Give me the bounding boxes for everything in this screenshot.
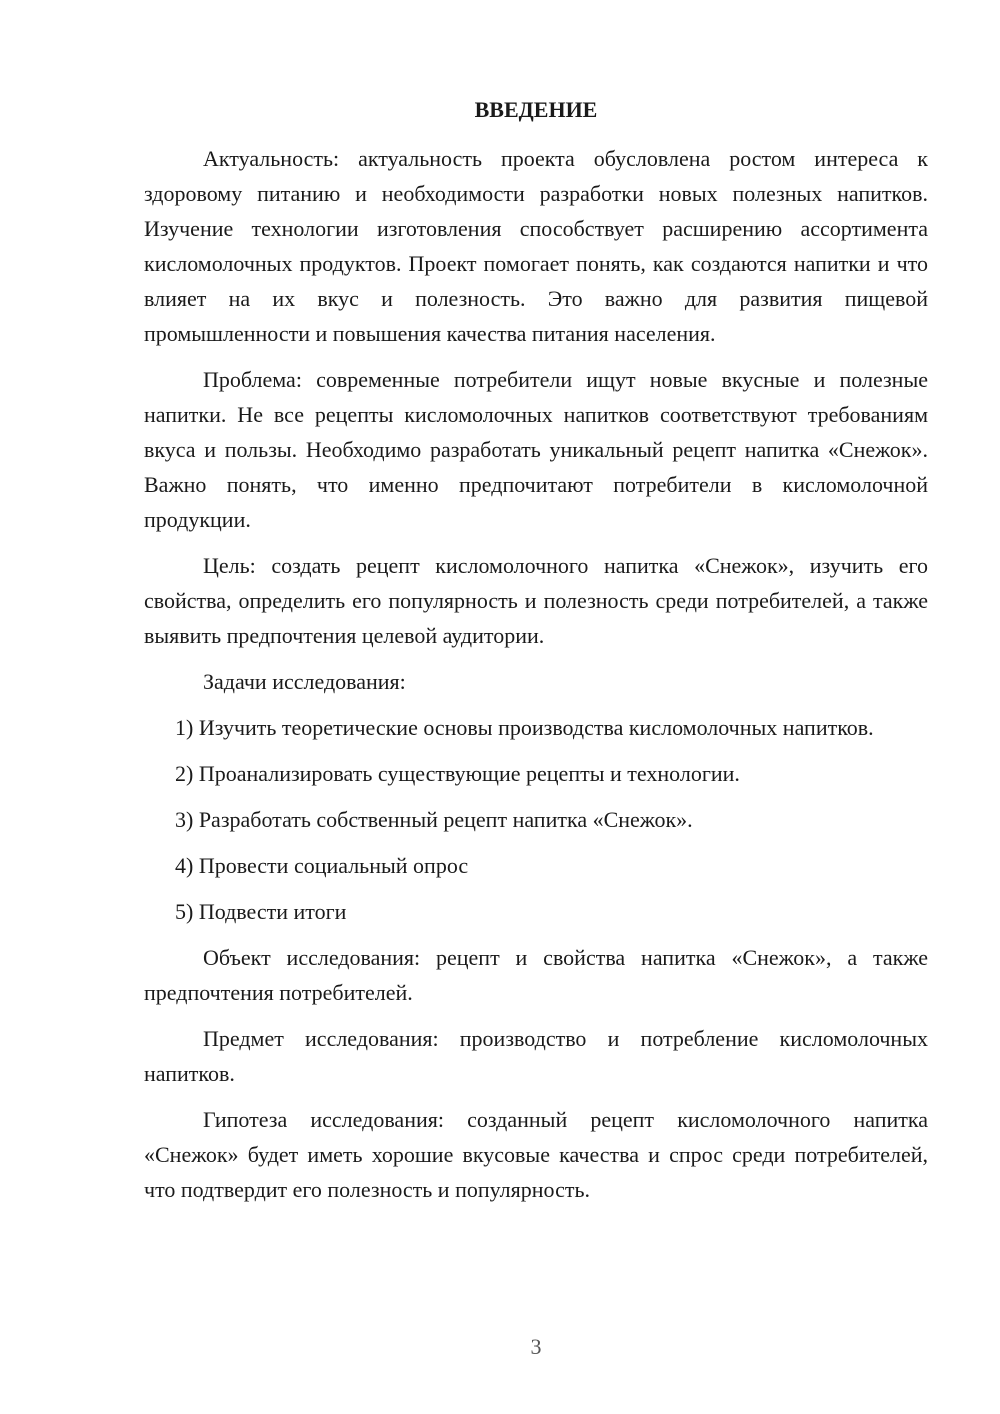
page-number: 3 [530,1334,542,1359]
problem-paragraph: Проблема: современные потребители ищут новые вкусные и полезные напитки. Не все рецепты кисломолочных напитков соответствуют требованиям вкуса и пользы. Необходимо разработать уникальный рецепт напитка «Снежок». Важно понять, что именно предпочитают потребители в кисломолочной продукции. [144,367,928,532]
tasks-title: Задачи исследования: [203,669,406,694]
task-item: 2) Проанализировать существующие рецепты и технологии. [175,761,740,786]
task-item: 4) Провести социальный опрос [175,853,469,878]
object-paragraph: Объект исследования: рецепт и свойства напитка «Снежок», а также предпочтения потребителей. [144,945,928,1005]
document-page [144,92,928,1218]
subject-paragraph: Предмет исследования: производство и потребление кисломолочных напитков. [144,1026,928,1086]
task-item: 5) Подвести итоги [175,899,347,924]
section-heading: ВВЕДЕНИЕ [474,97,598,122]
hypothesis-paragraph: Гипотеза исследования: созданный рецепт кисломолочного напитка «Снежок» будет иметь хорошие вкусовые качества и спрос среди потребителей, что подтвердит его полезность и популярность. [144,1107,928,1202]
goal-paragraph: Цель: создать рецепт кисломолочного напитка «Снежок», изучить его свойства, определить его популярность и полезность среди потребителей, а также выявить предпочтения целевой аудитории. [144,553,928,648]
task-item: 3) Разработать собственный рецепт напитка «Снежок». [175,807,693,832]
task-item: 1) Изучить теоретические основы производства кисломолочных напитков. [175,715,874,740]
relevance-paragraph: Актуальность: актуальность проекта обусловлена ростом интереса к здоровому питанию и необходимости разработки новых полезных напитков. Изучение технологии изготовления способствует расширению ассортимента кисломолочных продуктов. Проект помогает понять, как создаются напитки и что влияет на их вкус и полезность. Это важно для развития пищевой промышленности и повышения качества питания населения. [144,146,928,346]
